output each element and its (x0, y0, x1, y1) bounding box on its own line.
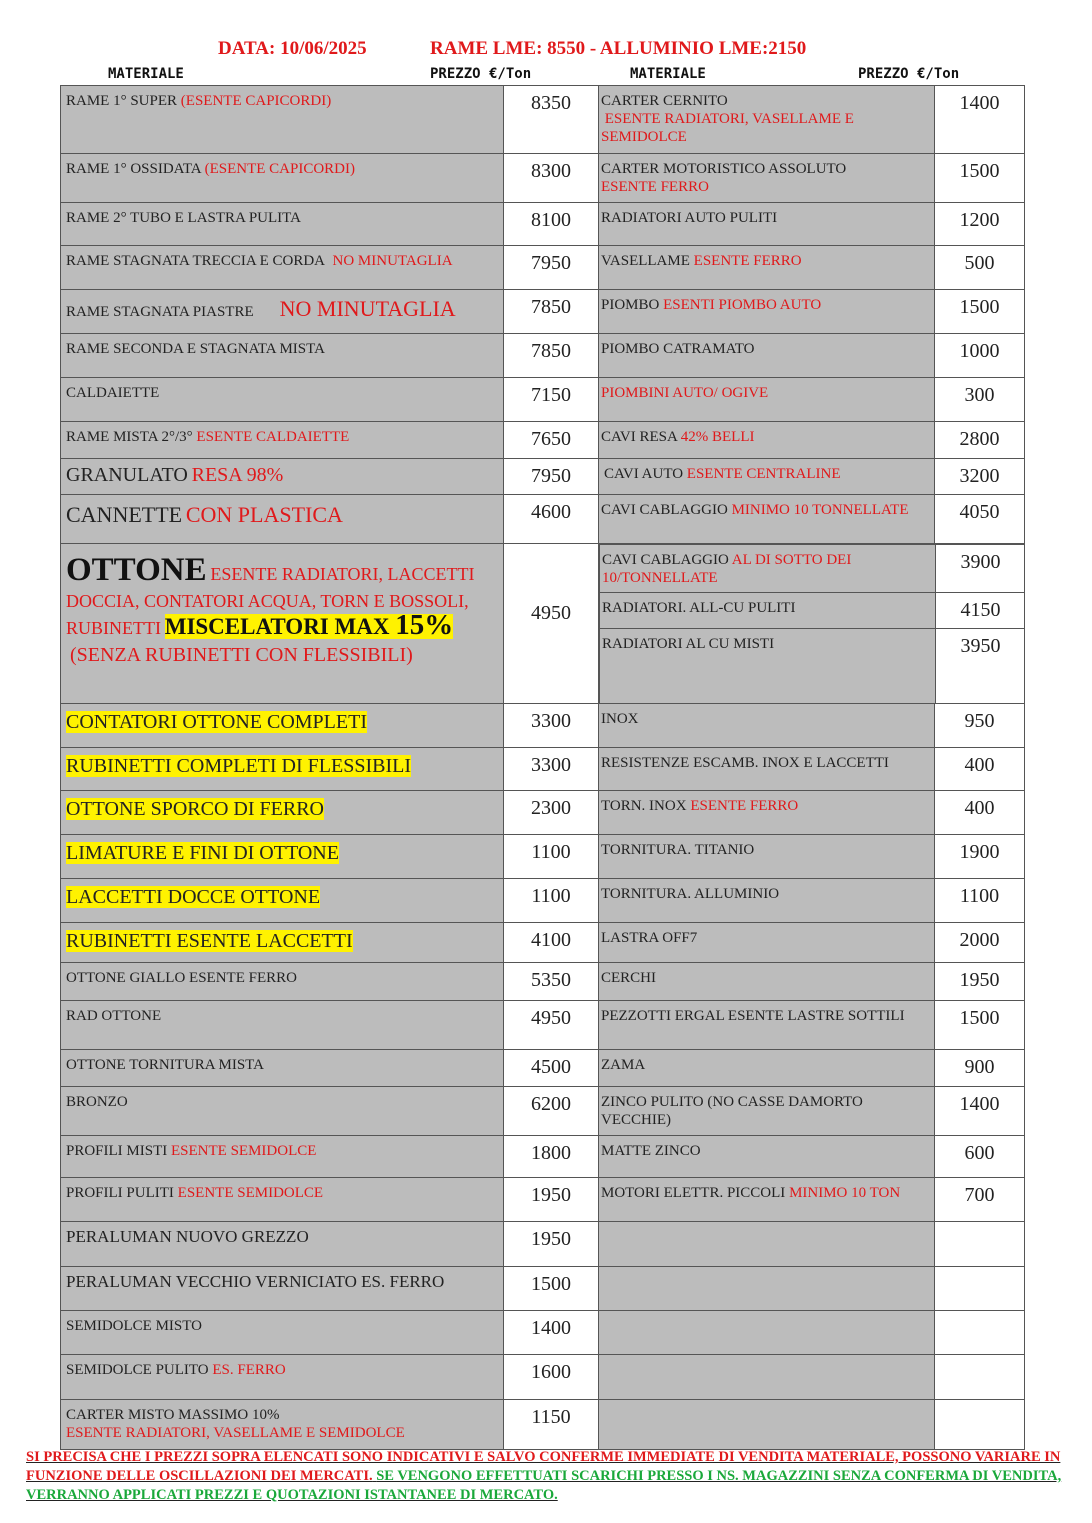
table-row (61, 791, 1025, 835)
price-cell: 4500 (504, 1050, 599, 1087)
price-cell: 950 (935, 704, 1025, 748)
material-cell: SEMIDOLCE MISTO (61, 1311, 504, 1355)
table-row (61, 1222, 1025, 1267)
table-row (61, 704, 1025, 748)
price-cell: 7850 (504, 290, 599, 334)
table-row (61, 1311, 1025, 1355)
price-cell: 8300 (504, 154, 599, 203)
price-cell: 7850 (504, 334, 599, 378)
material-cell: CAVI CABLAGGIO AL DI SOTTO DEI 10/TONNELLATE (600, 545, 936, 593)
table-row (61, 1355, 1025, 1400)
col-header-price-right: PREZZO €/Ton (858, 66, 960, 82)
table-row (61, 963, 1025, 1001)
price-cell: 300 (935, 378, 1025, 422)
material-cell: INOX (599, 704, 935, 748)
price-cell: 4950 (504, 1001, 599, 1050)
material-cell: CARTER CERNITO ESENTE RADIATORI, VASELLAME E SEMIDOLCE (599, 86, 935, 154)
material-cell: CAVI AUTO ESENTE CENTRALINE (599, 459, 935, 495)
table-row (61, 203, 1025, 246)
price-cell: 6200 (504, 1087, 599, 1136)
price-cell: 1500 (935, 1001, 1025, 1050)
empty-cell (599, 1267, 935, 1311)
price-cell: 3300 (504, 704, 599, 748)
price-cell: 1600 (504, 1355, 599, 1400)
table-row (61, 154, 1025, 203)
col-header-material-right: MATERIALE (630, 66, 706, 82)
table-row (61, 422, 1025, 459)
table-row (61, 495, 1025, 544)
price-cell: 3200 (935, 459, 1025, 495)
material-cell-ottone: OTTONE ESENTE RADIATORI, LACCETTI DOCCIA, CONTATORI ACQUA, TORN E BOSSOLI, RUBINETTI MISCELATORI MAX 15% (SENZA RUBINETTI CON FLESSIBILI) (61, 544, 504, 704)
material-cell: ZAMA (599, 1050, 935, 1087)
material-cell: RAME 1° SUPER (ESENTE CAPICORDI) (61, 86, 504, 154)
nested-cell-group (599, 544, 1025, 704)
price-cell: 1000 (935, 334, 1025, 378)
table-row (600, 629, 1025, 703)
material-cell: RUBINETTI COMPLETI DI FLESSIBILI (61, 748, 504, 791)
material-cell: ZINCO PULITO (NO CASSE DAMORTO VECCHIE) (599, 1087, 935, 1136)
price-cell: 500 (935, 246, 1025, 290)
material-cell: SEMIDOLCE PULITO ES. FERRO (61, 1355, 504, 1400)
material-cell: OTTONE GIALLO ESENTE FERRO (61, 963, 504, 1001)
price-cell: 7950 (504, 246, 599, 290)
price-cell: 1400 (935, 86, 1025, 154)
price-cell: 1950 (504, 1178, 599, 1222)
material-cell: PIOMBO ESENTI PIOMBO AUTO (599, 290, 935, 334)
material-cell: RAME MISTA 2°/3° ESENTE CALDAIETTE (61, 422, 504, 459)
price-cell: 3950 (936, 629, 1025, 703)
empty-cell (935, 1222, 1025, 1267)
table-row (61, 1267, 1025, 1311)
price-cell: 8100 (504, 203, 599, 246)
table-row (61, 246, 1025, 290)
material-cell: CARTER MISTO MASSIMO 10% ESENTE RADIATORI, VASELLAME E SEMIDOLCE (61, 1400, 504, 1450)
price-cell: 3900 (936, 545, 1025, 593)
material-cell: GRANULATO RESA 98% (61, 459, 504, 495)
table-row (61, 1136, 1025, 1178)
price-cell: 4950 (504, 544, 599, 704)
empty-cell (599, 1222, 935, 1267)
material-cell: CARTER MOTORISTICO ASSOLUTO ESENTE FERRO (599, 154, 935, 203)
material-cell: RAME 2° TUBO E LASTRA PULITA (61, 203, 504, 246)
empty-cell (599, 1311, 935, 1355)
material-cell: CAVI CABLAGGIO MINIMO 10 TONNELLATE (599, 495, 935, 544)
material-cell: CERCHI (599, 963, 935, 1001)
table-row (61, 544, 1025, 704)
table-row (61, 1178, 1025, 1222)
disclaimer-green: SE VENGONO EFFETTUATI SCARICHI PRESSO I NS. MAGAZZINI SENZA CONFERMA DI VENDITA, VERRANNO APPLICATI PREZZI E QUOTAZIONI ISTANTANEE DI MERCATO. (26, 1468, 1062, 1503)
table-row (61, 748, 1025, 791)
empty-cell (935, 1311, 1025, 1355)
table-row (61, 290, 1025, 334)
price-cell: 7650 (504, 422, 599, 459)
price-cell: 4600 (504, 495, 599, 544)
disclaimer-red: SI PRECISA CHE I PREZZI SOPRA ELENCATI SONO INDICATIVI E SALVO CONFERME IMMEDIATE DI VENDITA MATERIALE, POSSONO VARIARE IN FUNZIONE DELLE OSCILLAZIONI DEI MERCATI. (26, 1449, 1061, 1484)
price-cell: 1200 (935, 203, 1025, 246)
material-cell: CALDAIETTE (61, 378, 504, 422)
price-cell: 400 (935, 791, 1025, 835)
date-label: DATA: 10/06/2025 (218, 38, 367, 59)
table-row (600, 593, 1025, 629)
material-cell: TORNITURA. ALLUMINIO (599, 879, 935, 923)
empty-cell (935, 1400, 1025, 1450)
material-cell: RUBINETTI ESENTE LACCETTI (61, 923, 504, 963)
material-cell: PERALUMAN NUOVO GREZZO (61, 1222, 504, 1267)
price-cell: 1500 (935, 290, 1025, 334)
table-row (61, 459, 1025, 495)
table-row (61, 334, 1025, 378)
table-row (61, 923, 1025, 963)
empty-cell (599, 1355, 935, 1400)
price-cell: 1800 (504, 1136, 599, 1178)
material-cell: OTTONE SPORCO DI FERRO (61, 791, 504, 835)
material-cell: RADIATORI. ALL-CU PULITI (600, 593, 936, 629)
price-cell: 1950 (935, 963, 1025, 1001)
material-cell: OTTONE TORNITURA MISTA (61, 1050, 504, 1087)
material-cell: PIOMBINI AUTO/ OGIVE (599, 378, 935, 422)
material-cell: MOTORI ELETTR. PICCOLI MINIMO 10 TON (599, 1178, 935, 1222)
price-cell: 1500 (504, 1267, 599, 1311)
price-cell: 900 (935, 1050, 1025, 1087)
col-header-material-left: MATERIALE (108, 66, 184, 82)
material-cell: CONTATORI OTTONE COMPLETI (61, 704, 504, 748)
table-row (600, 545, 1025, 593)
material-cell: VASELLAME ESENTE FERRO (599, 246, 935, 290)
material-cell: RAME STAGNATA PIASTRE NO MINUTAGLIA (61, 290, 504, 334)
price-cell: 4100 (504, 923, 599, 963)
material-cell: TORN. INOX ESENTE FERRO (599, 791, 935, 835)
price-cell: 1100 (504, 835, 599, 879)
table-row (61, 879, 1025, 923)
price-cell: 1950 (504, 1222, 599, 1267)
material-cell: RESISTENZE ESCAMB. INOX E LACCETTI (599, 748, 935, 791)
header (0, 38, 1092, 64)
price-cell: 7150 (504, 378, 599, 422)
material-cell: LIMATURE E FINI DI OTTONE (61, 835, 504, 879)
material-cell: RADIATORI AL CU MISTI (600, 629, 936, 703)
price-cell: 2300 (504, 791, 599, 835)
table-row (61, 1400, 1025, 1450)
table-row (61, 1087, 1025, 1136)
material-cell: CANNETTE CON PLASTICA (61, 495, 504, 544)
price-cell: 4050 (935, 495, 1025, 544)
empty-cell (599, 1400, 935, 1450)
price-cell: 2800 (935, 422, 1025, 459)
price-table (60, 85, 1025, 1450)
price-cell: 5350 (504, 963, 599, 1001)
price-cell: 600 (935, 1136, 1025, 1178)
price-cell: 1400 (504, 1311, 599, 1355)
material-cell: PIOMBO CATRAMATO (599, 334, 935, 378)
price-cell: 2000 (935, 923, 1025, 963)
price-cell: 1400 (935, 1087, 1025, 1136)
price-cell: 1500 (935, 154, 1025, 203)
material-cell: MATTE ZINCO (599, 1136, 935, 1178)
material-cell: RAME STAGNATA TRECCIA E CORDA NO MINUTAGLIA (61, 246, 504, 290)
price-cell: 700 (935, 1178, 1025, 1222)
table-row (61, 835, 1025, 879)
material-cell: RAME SECONDA E STAGNATA MISTA (61, 334, 504, 378)
price-cell: 7950 (504, 459, 599, 495)
material-cell: PROFILI PULITI ESENTE SEMIDOLCE (61, 1178, 504, 1222)
material-cell: TORNITURA. TITANIO (599, 835, 935, 879)
table-row (61, 1001, 1025, 1050)
material-cell: LASTRA OFF7 (599, 923, 935, 963)
col-header-price-left: PREZZO €/Ton (430, 66, 532, 82)
material-cell: BRONZO (61, 1087, 504, 1136)
material-cell: RADIATORI AUTO PULITI (599, 203, 935, 246)
price-cell: 3300 (504, 748, 599, 791)
table-row (61, 1050, 1025, 1087)
price-cell: 1100 (504, 879, 599, 923)
price-cell: 8350 (504, 86, 599, 154)
table-row (61, 86, 1025, 154)
price-cell: 1150 (504, 1400, 599, 1450)
material-cell: PERALUMAN VECCHIO VERNICIATO ES. FERRO (61, 1267, 504, 1311)
material-cell: CAVI RESA 42% BELLI (599, 422, 935, 459)
material-cell: PROFILI MISTI ESENTE SEMIDOLCE (61, 1136, 504, 1178)
lme-label: RAME LME: 8550 - ALLUMINIO LME:2150 (430, 38, 807, 59)
material-cell: RAD OTTONE (61, 1001, 504, 1050)
material-cell: PEZZOTTI ERGAL ESENTE LASTRE SOTTILI (599, 1001, 935, 1050)
price-cell: 1100 (935, 879, 1025, 923)
price-cell: 400 (935, 748, 1025, 791)
table-row (61, 378, 1025, 422)
empty-cell (935, 1355, 1025, 1400)
price-cell: 1900 (935, 835, 1025, 879)
nested-table (599, 544, 1025, 703)
material-cell: LACCETTI DOCCE OTTONE (61, 879, 504, 923)
price-cell: 4150 (936, 593, 1025, 629)
disclaimer (26, 1448, 1066, 1505)
empty-cell (935, 1267, 1025, 1311)
material-cell: RAME 1° OSSIDATA (ESENTE CAPICORDI) (61, 154, 504, 203)
